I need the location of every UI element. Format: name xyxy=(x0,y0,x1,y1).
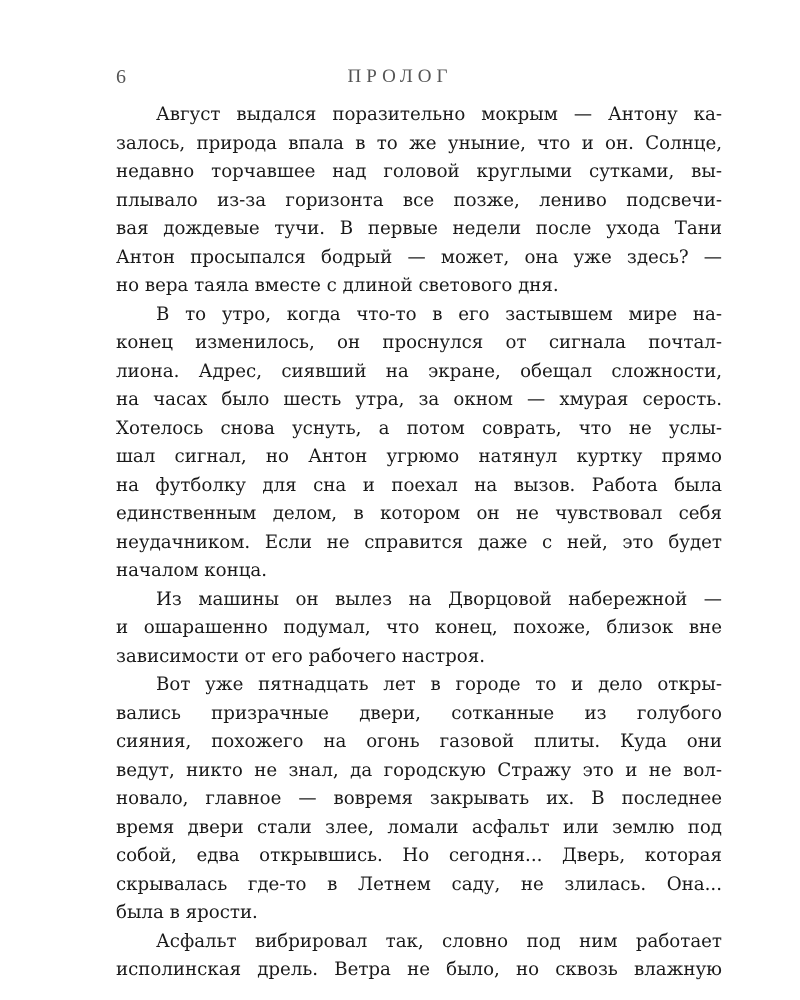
text-line: ведут, никто не знал, да городскую Стражу это и не вол- xyxy=(116,759,722,781)
text-line: началом конца. xyxy=(116,560,268,581)
page-number: 6 xyxy=(116,66,126,88)
page-header xyxy=(0,66,800,90)
text-line: Из машины он вылез на Дворцовой набережной — xyxy=(156,588,722,610)
text-line: залось, природа впала в то же уныние, что и он. Солнце, xyxy=(116,132,722,154)
text-line: шал сигнал, но Антон угрюмо натянул куртку прямо xyxy=(116,446,722,467)
text-line: была в ярости. xyxy=(116,902,258,923)
text-line: единственным делом, в котором он не чувствовал себя xyxy=(116,503,722,524)
text-line: время двери стали злее, ломали асфальт или землю под xyxy=(116,816,722,838)
text-line: плывало из-за горизонта все позже, лениво подсвечи- xyxy=(116,189,722,211)
text-line: вая дождевые тучи. В первые недели после ухода Тани xyxy=(116,218,722,239)
text-line: и ошарашенно подумал, что конец, похоже, близок вне xyxy=(116,617,722,638)
text-line: Антон просыпался бодрый — может, она уже здесь? — xyxy=(116,246,722,268)
text-line: собой, едва открывшись. Но сегодня... Дверь, которая xyxy=(116,845,722,866)
text-line: Август выдался поразительно мокрым — Антону ка- xyxy=(156,104,722,125)
text-line: лиона. Адрес, сиявший на экране, обещал сложности, xyxy=(116,360,722,382)
text-line: сияния, похожего на огонь газовой плиты. Куда они xyxy=(116,731,722,752)
text-line: новало, главное — вовремя закрывать их. В последнее xyxy=(116,788,722,809)
text-line: на футболку для сна и поехал на вызов. Работа была xyxy=(116,474,722,496)
text-line: на часах было шесть утра, за окном — хмурая серость. xyxy=(116,389,722,410)
text-line: недавно торчавшее над головой круглыми сутками, вы- xyxy=(116,161,722,182)
text-line: исполинская дрель. Ветра не было, но сквозь влажную xyxy=(116,959,722,980)
text-line: Хотелось снова уснуть, а потом соврать, что не услы- xyxy=(116,417,722,439)
text-line: неудачником. Если не справится даже с ней, это будет xyxy=(116,531,722,553)
text-line: Вот уже пятнадцать лет в городе то и дело откры- xyxy=(156,674,722,695)
text-line: скрывалась где-то в Летнем саду, не злилась. Она... xyxy=(116,873,722,895)
text-line: Асфальт вибрировал так, словно под ним работает xyxy=(156,930,722,952)
text-line: конец изменилось, он проснулся от сигнала почтал- xyxy=(116,332,722,353)
text-line: В то утро, когда что-то в его застывшем мире на- xyxy=(156,303,722,325)
body-text xyxy=(116,101,722,985)
text-line: зависимости от его рабочего настроя. xyxy=(116,645,485,667)
running-title: ПРОЛОГ xyxy=(347,66,453,87)
text-line: вались призрачные двери, сотканные из голубого xyxy=(116,702,722,724)
text-line: но вера таяла вместе с длиной светового дня. xyxy=(116,275,559,296)
